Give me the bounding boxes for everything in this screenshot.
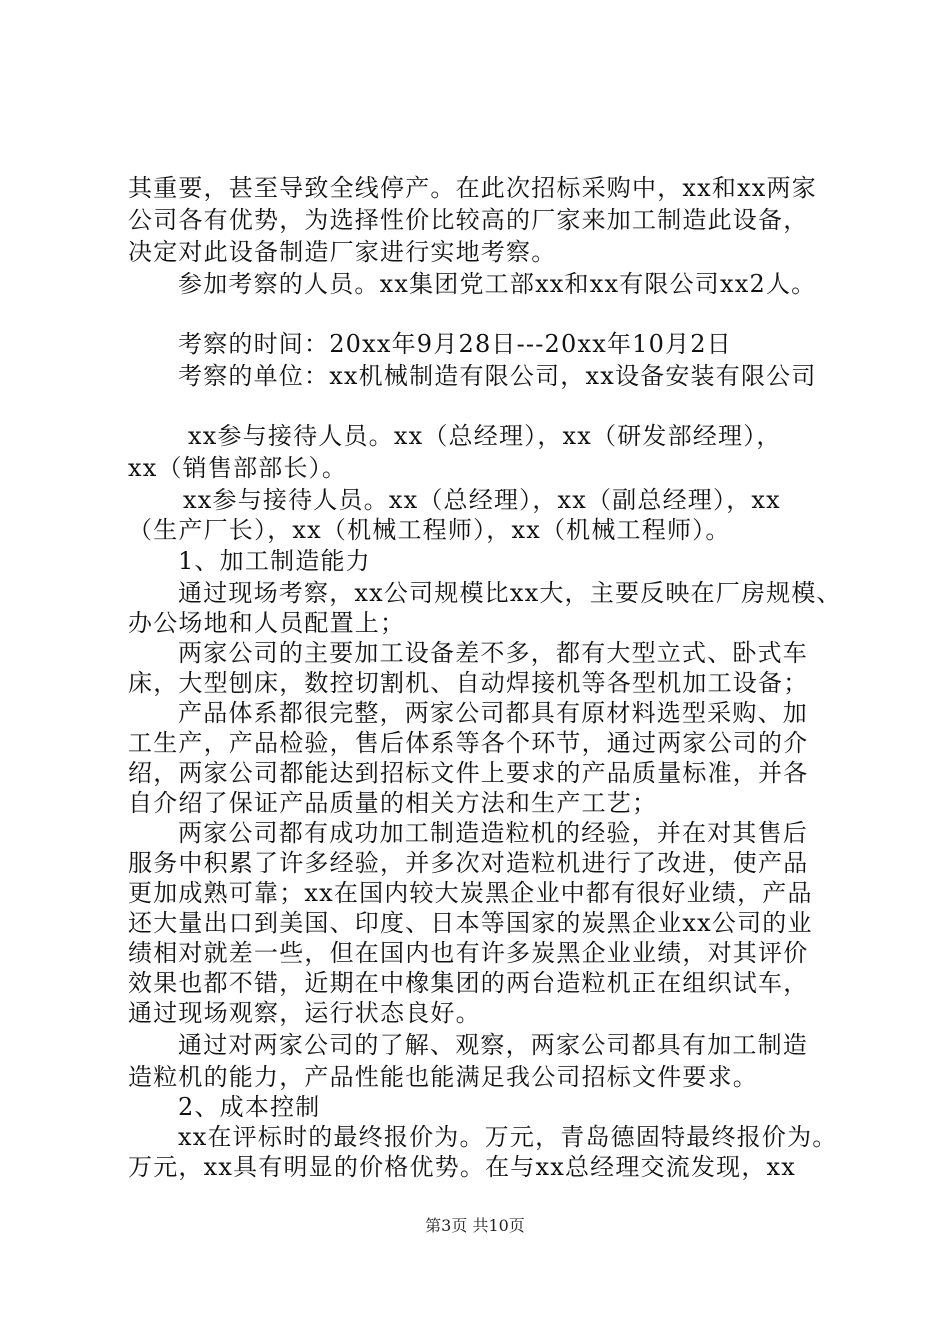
text-line: 工生产，产品检验，售后体系等各个环节，通过两家公司的介 <box>128 729 809 757</box>
text-line: 公司各有优势，为选择性价比较高的厂家来加工制造此设备， <box>128 206 809 234</box>
text-line: 决定对此设备制造厂家进行实地考察。 <box>128 238 557 266</box>
text-line: 通过现场观察，运行状态良好。 <box>128 999 481 1027</box>
page-number-footer: 第3页 共10页 <box>425 1216 525 1235</box>
text-line: 办公场地和人员配置上； <box>128 609 406 637</box>
text-line: 通过对两家公司的了解、观察，两家公司都具有加工制造 <box>178 1031 808 1059</box>
text-line: xx参与接待人员。xx（总经理），xx（研发部经理）， <box>188 422 782 450</box>
text-line: 两家公司都有成功加工制造造粒机的经验，并在对其售后 <box>178 819 808 847</box>
section-heading: 1、加工制造能力 <box>178 547 371 575</box>
text-line: 产品体系都很完整，两家公司都具有原材料选型采购、加 <box>178 699 808 727</box>
text-line: 更加成熟可靠；xx在国内较大炭黑企业中都有很好业绩，产品 <box>128 879 813 907</box>
text-line: xx（销售部部长）。 <box>128 454 348 482</box>
text-line: 床，大型刨床，数控切割机、自动焊接机等各型机加工设备； <box>128 669 809 697</box>
text-line: 其重要，甚至导致全线停产。在此次招标采购中，xx和xx两家 <box>128 174 817 202</box>
text-line: 通过现场考察，xx公司规模比xx大，主要反映在厂房规模、 <box>178 579 842 607</box>
text-line: 两家公司的主要加工设备差不多，都有大型立式、卧式车 <box>178 639 808 667</box>
text-line: xx在评标时的最终报价为。万元，青岛德固特最终报价为。 <box>178 1123 838 1151</box>
text-line: 效果也都不错，近期在中橡集团的两台造粒机正在组织试车， <box>128 969 809 997</box>
text-line: 绩相对就差一些，但在国内也有许多炭黑企业业绩，对其评价 <box>128 939 809 967</box>
text-line: 还大量出口到美国、印度、日本等国家的炭黑企业xx公司的业 <box>128 909 813 937</box>
text-line: （生产厂长），xx（机械工程师），xx（机械工程师）。 <box>128 516 731 544</box>
text-line: 服务中积累了许多经验，并多次对造粒机进行了改进，使产品 <box>128 849 809 877</box>
text-line: 参加考察的人员。xx集团党工部xx和xx有限公司xx2人。 <box>178 270 817 298</box>
text-line: xx参与接待人员。xx（总经理），xx（副总经理），xx <box>183 486 781 514</box>
text-line: 考察的单位：xx机械制造有限公司，xx设备安装有限公司 <box>178 362 817 390</box>
text-line: 自介绍了保证产品质量的相关方法和生产工艺； <box>128 789 658 817</box>
text-line: 考察的时间：20xx年9月28日---20xx年10月2日 <box>178 330 732 358</box>
text-line: 造粒机的能力，产品性能也能满足我公司招标文件要求。 <box>128 1063 758 1091</box>
text-line: 绍，两家公司都能达到招标文件上要求的产品质量标准，并各 <box>128 759 809 787</box>
text-line: 万元，xx具有明显的价格优势。在与xx总经理交流发现，xx <box>128 1153 797 1181</box>
section-heading: 2、成本控制 <box>178 1093 321 1121</box>
